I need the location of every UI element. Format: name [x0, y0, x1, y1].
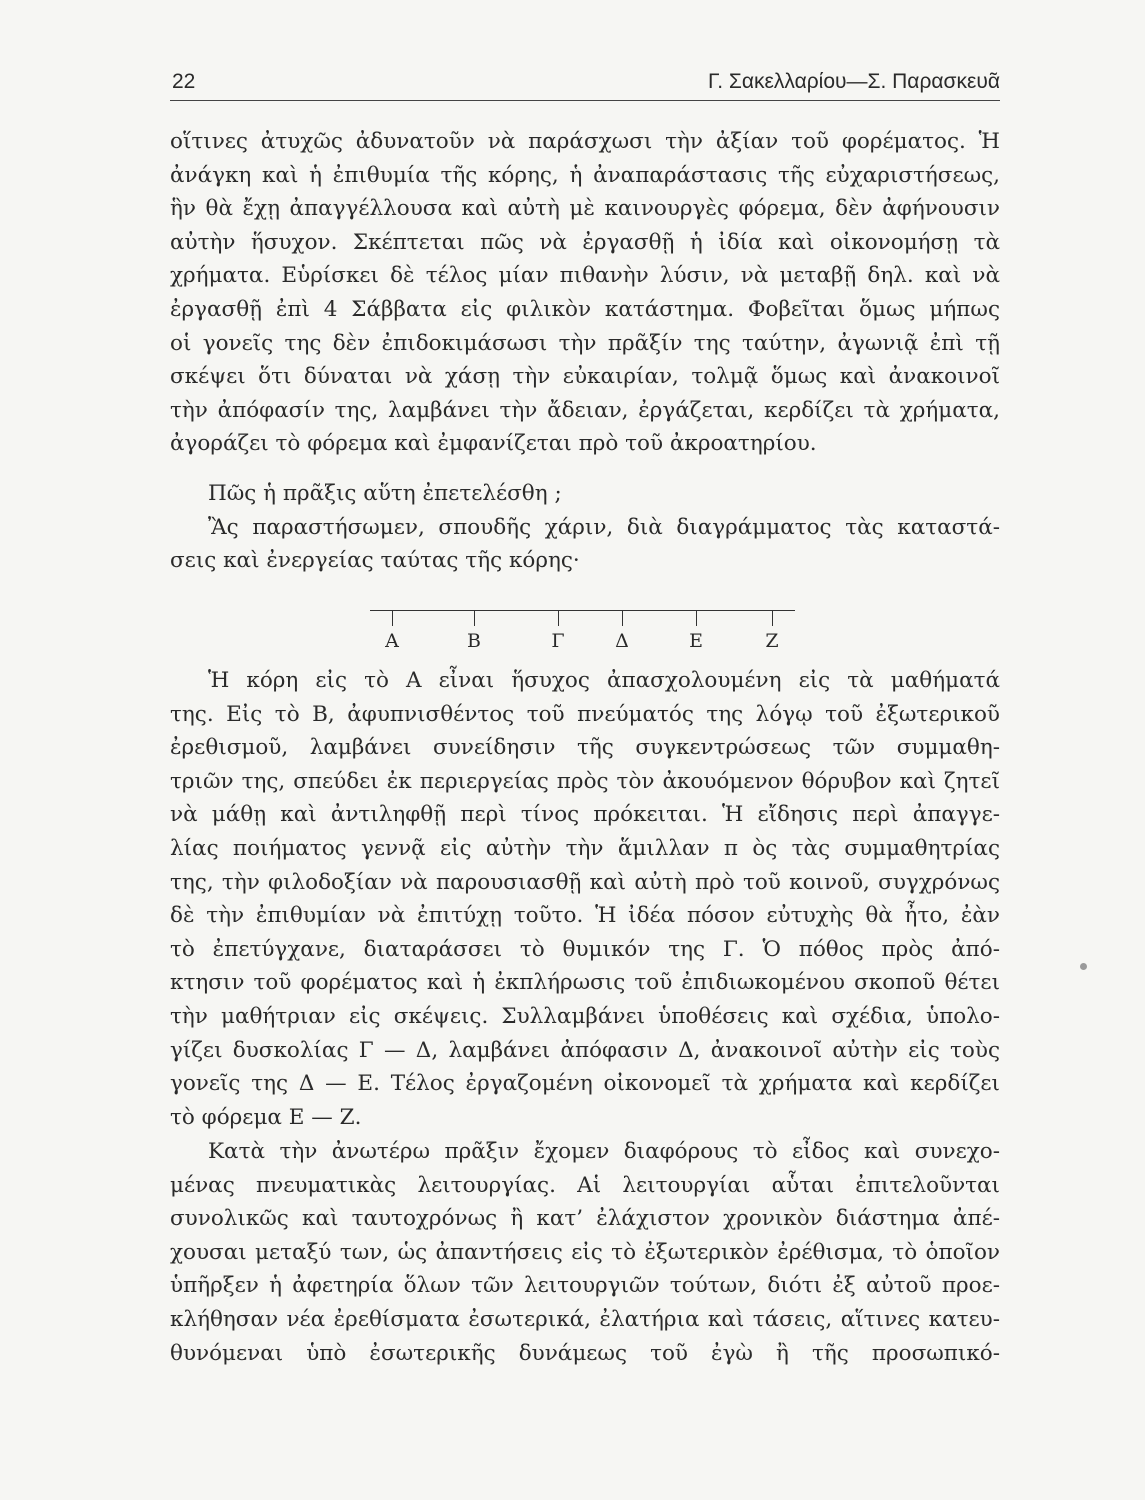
question-line: Πῶς ἡ πρᾶξις αὕτη ἐπετελέσθη ; [208, 481, 562, 506]
text-line: ὑπῆρξεν ἡ ἀφετηρία ὅλων τῶν λειτουργιῶν τούτων, διότι ἐξ αὐτοῦ προε- [170, 1273, 1000, 1299]
text-line: συνολικῶς καὶ ταυτοχρόνως ἢ κατ’ ἐλάχιστον χρονικὸν διάστημα ἀπέ- [170, 1206, 1000, 1232]
text-line: γονεῖς της Δ — Ε. Τέλος ἐργαζομένη οἰκονομεῖ τὰ χρήματα καὶ κερδίζει [170, 1071, 1000, 1097]
text-line: ἐρεθισμοῦ, λαμβάνει συνείδησιν τῆς συγκεντρώσεως τῶν συμμαθη- [170, 735, 1000, 761]
text-line: ἀγοράζει τὸ φόρεμα καὶ ἐμφανίζεται πρὸ τοῦ ἀκροατηρίου. [170, 431, 817, 457]
text-line: τὸ ἐπετύγχανε, διαταράσσει τὸ θυμικόν της Γ. Ὁ πόθος πρὸς ἀπό- [170, 936, 1000, 962]
diagram-tick-d [622, 610, 623, 626]
text-line: αὐτὴν ἥσυχον. Σκέπτεται πῶς νὰ ἐργασθῇ ἡ ἰδία καὶ οἰκονομήσῃ τὰ [170, 229, 1000, 255]
text-line: τὴν μαθήτριαν εἰς σκέψεις. Συλλαμβάνει ὑποθέσεις καὶ σχέδια, ὑπολο- [170, 1003, 1000, 1029]
diagram-label-b: Β [467, 630, 481, 652]
text-line: δὲ τὴν ἐπιθυμίαν νὰ ἐπιτύχῃ τοῦτο. Ἡ ἰδέα πόσον εὐτυχὴς θὰ ἦτο, ἐὰν [170, 903, 1000, 929]
text-line: ἐργασθῇ ἐπὶ 4 Σάββατα εἰς φιλικὸν κατάστημα. Φοβεῖται ὅμως μήπως [170, 296, 1000, 322]
text-line: χουσαι μεταξύ των, ὡς ἀπαντήσεις εἰς τὸ ἐξωτερικὸν ἐρέθισμα, τὸ ὁποῖον [170, 1239, 1000, 1265]
diagram-tick-z [772, 610, 773, 626]
intro-line: σεις καὶ ἐνεργείας ταύτας τῆς κόρης· [170, 548, 580, 574]
paragraph-1 [170, 125, 1000, 461]
question-block [170, 477, 1000, 578]
text-line: τριῶν της, σπεύδει ἐκ περιεργείας πρὸς τὸν ἀκουόμενον θόρυβον καὶ ζητεῖ [170, 768, 1000, 794]
text-line: οἱ γονεῖς της δὲν ἐπιδοκιμάσωσι τὴν πρᾶξίν της ταύτην, ἀγωνιᾷ ἐπὶ τῇ [170, 330, 1000, 356]
text-line: σκέψει ὅτι δύναται νὰ χάσῃ τὴν εὐκαιρίαν, τολμᾷ ὅμως καὶ ἀνακοινοῖ [170, 364, 1000, 390]
diagram-label-a: Α [385, 630, 399, 652]
text-line: χρήματα. Εὑρίσκει δὲ τέλος μίαν πιθανὴν λύσιν, νὰ μεταβῇ δηλ. καὶ νὰ [170, 263, 1000, 289]
text-line: γίζει δυσκολίας Γ — Δ, λαμβάνει ἀπόφασιν Δ, ἀνακοινοῖ αὐτὴν εἰς τοὺς [170, 1037, 1000, 1063]
text-line: της, τὴν φιλοδοξίαν νὰ παρουσιασθῇ καὶ αὐτὴ πρὸ τοῦ κοινοῦ, συγχρόνως [170, 869, 1000, 895]
text-line: μένας πνευματικὰς λειτουργίας. Αἱ λειτουργίαι αὗται ἐπιτελοῦνται [170, 1172, 1000, 1198]
text-line: τὴν ἀπόφασίν της, λαμβάνει τὴν ἄδειαν, ἐργάζεται, κερδίζει τὰ χρήματα, [170, 397, 1000, 423]
text-line: κλήθησαν νέα ἐρεθίσματα ἐσωτερικά, ἐλατήρια καὶ τάσεις, αἵτινες κατευ- [170, 1306, 1000, 1332]
diagram-label-z: Ζ [765, 630, 779, 652]
text-line: τὸ φόρεμα Ε — Ζ. [170, 1104, 362, 1130]
text-line: θυνόμεναι ὑπὸ ἐσωτερικῆς δυνάμεως τοῦ ἐγὼ ἢ τῆς προσωπικό- [170, 1340, 1000, 1366]
ink-spot [1080, 963, 1087, 970]
text-line: Ἡ κόρη εἰς τὸ Α εἶναι ἥσυχος ἀπασχολουμένη εἰς τὰ μαθήματά [208, 668, 1000, 693]
running-title: Γ. Σακελλαρίου—Σ. Παρασκευᾶ [707, 70, 1000, 93]
intro-line: Ἂς παραστήσωμεν, σπουδῆς χάριν, διὰ διαγράμματος τὰς καταστά- [208, 514, 1000, 540]
diagram-label-d: Δ [615, 630, 629, 652]
diagram-label-e: Ε [689, 630, 703, 652]
diagram-tick-e [696, 610, 697, 626]
text-line: λίας ποιήματος γεννᾷ εἰς αὐτὴν τὴν ἅμιλλαν π ὸς τὰς συμμαθητρίας [170, 835, 1000, 861]
paragraph-3 [170, 1135, 1000, 1370]
text-line: Κατὰ τὴν ἀνωτέρω πρᾶξιν ἔχομεν διαφόρους τὸ εἶδος καὶ συνεχο- [208, 1139, 1000, 1164]
diagram-label-g: Γ [551, 630, 565, 652]
text-line: ἀνάγκη καὶ ἡ ἐπιθυμία τῆς κόρης, ἡ ἀναπαράστασις τῆς εὐχαριστήσεως, [170, 162, 1000, 188]
state-diagram [370, 608, 795, 660]
text-line: νὰ μάθῃ καὶ ἀντιληφθῇ περὶ τίνος πρόκειται. Ἡ εἴδησις περὶ ἀπαγγε- [170, 802, 1000, 828]
page-header [170, 66, 1000, 101]
text-line: ἣν θὰ ἔχῃ ἀπαγγέλλουσα καὶ αὐτὴ μὲ καινουργὲς φόρεμα, δὲν ἀφήνουσιν [170, 196, 1000, 222]
text-line: της. Εἰς τὸ Β, ἀφυπνισθέντος τοῦ πνεύματός της λόγῳ τοῦ ἐξωτερικοῦ [170, 701, 1000, 727]
diagram-tick-a [392, 610, 393, 626]
paragraph-2 [170, 664, 1000, 1134]
text-line: οἵτινες ἀτυχῶς ἀδυνατοῦν νὰ παράσχωσι τὴν ἀξίαν τοῦ φορέματος. Ἡ [170, 129, 1000, 154]
text-line: κτησιν τοῦ φορέματος καὶ ἡ ἐκπλήρωσις τοῦ ἐπιδιωκομένου σκοποῦ θέτει [170, 970, 1000, 996]
diagram-tick-g [558, 610, 559, 626]
diagram-axis [370, 610, 795, 611]
diagram-tick-b [474, 610, 475, 626]
page-number: 22 [172, 70, 196, 93]
